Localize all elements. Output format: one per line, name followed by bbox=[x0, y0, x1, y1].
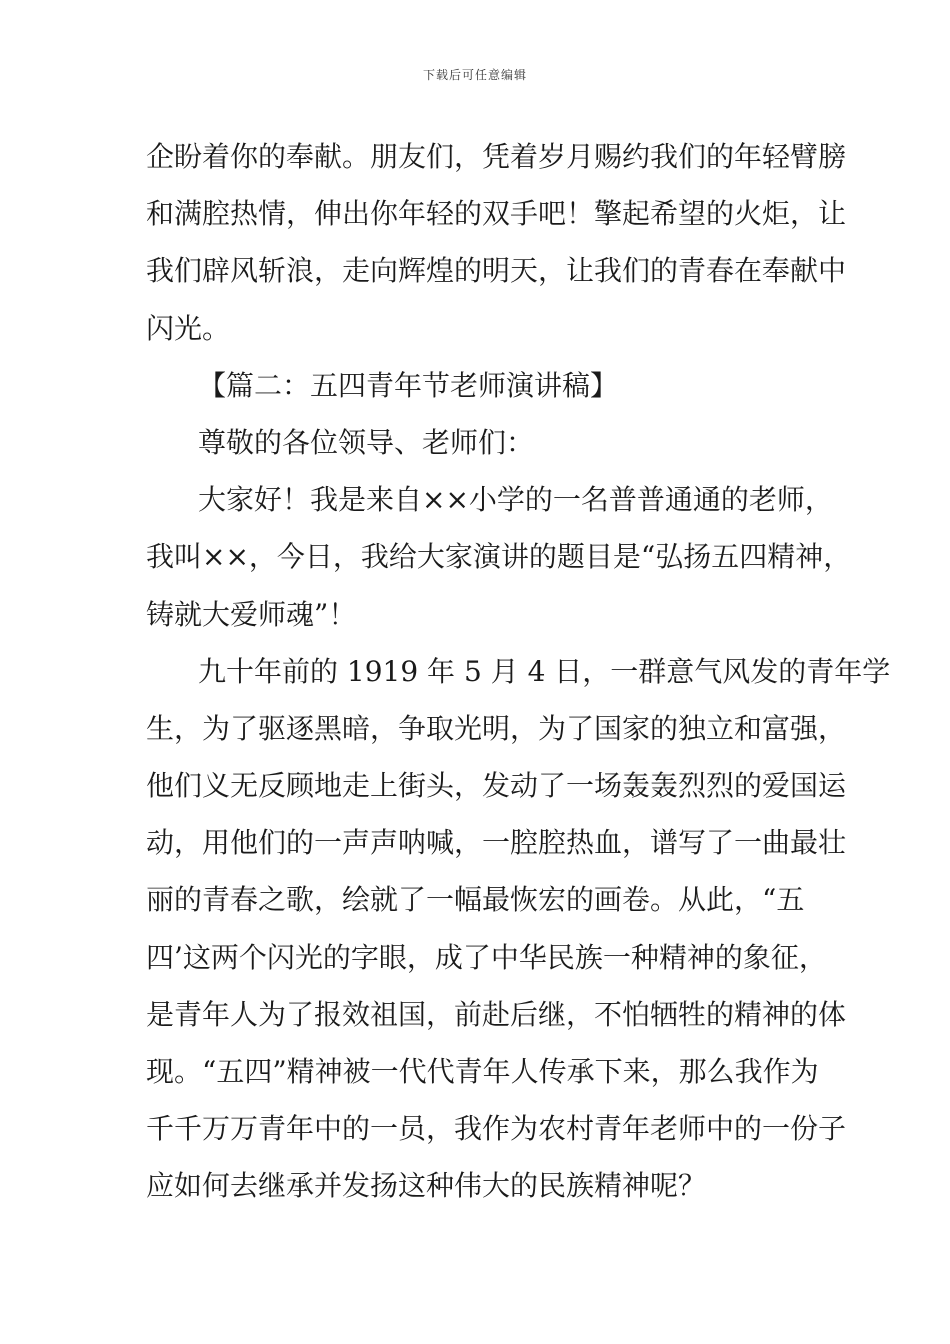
text-line-1: 企盼着你的奉献。朋友们，凭着岁月赐约我们的年轻臂膀 bbox=[146, 140, 847, 173]
text-line-14: 丽的青春之歌，绘就了一幅最恢宏的画卷。从此，“五 bbox=[146, 883, 805, 917]
text-line-19: 应如何去继承并发扬这种伟大的民族精神呢？ bbox=[146, 1169, 707, 1203]
text-line-18: 千千万万青年中的一员，我作为农村青年老师中的一份子 bbox=[146, 1112, 847, 1146]
text-line-2: 和满腔热情，伸出你年轻的双手吧！擎起希望的火炬，让 bbox=[146, 197, 847, 231]
text-line-15: 四’这两个闪光的字眼，成了中华民族一种精神的象征， bbox=[146, 940, 827, 974]
text-line-12: 他们义无反顾地走上街头，发动了一场轰轰烈烈的爱国运 bbox=[146, 769, 847, 803]
text-line-3: 我们辟风斩浪，走向辉煌的明天，让我们的青春在奉献中 bbox=[146, 254, 847, 288]
text-line-9: 铸就大爱师魂”！ bbox=[146, 597, 357, 631]
header-note: 下载后可任意编辑 bbox=[422, 68, 527, 82]
text-line-8: 我叫××，今日，我给大家演讲的题目是“弘扬五四精神， bbox=[146, 540, 852, 574]
salutation: 尊敬的各位领导、老师们： bbox=[198, 425, 535, 459]
text-line-13: 动，用他们的一声声呐喊，一腔腔热血，谱写了一曲最壮 bbox=[146, 826, 847, 860]
text-line-10: 九十年前的 1919 年 5 月 4 日，一群意气风发的青年学 bbox=[198, 654, 891, 688]
text-line-17: 现。“五四”精神被一代代青年人传承下来，那么我作为 bbox=[146, 1055, 819, 1088]
text-line-11: 生，为了驱逐黑暗，争取光明，为了国家的独立和富强， bbox=[146, 711, 847, 745]
text-line-7: 大家好！我是来自××小学的一名普普通通的老师， bbox=[198, 483, 833, 517]
document-body bbox=[146, 128, 891, 1215]
text-line-16: 是青年人为了报效祖国，前赴后继，不怕牺牲的精神的体 bbox=[146, 997, 847, 1031]
section-heading: 【篇二：五四青年节老师演讲稿】 bbox=[198, 368, 619, 402]
text-line-4: 闪光。 bbox=[146, 311, 231, 345]
